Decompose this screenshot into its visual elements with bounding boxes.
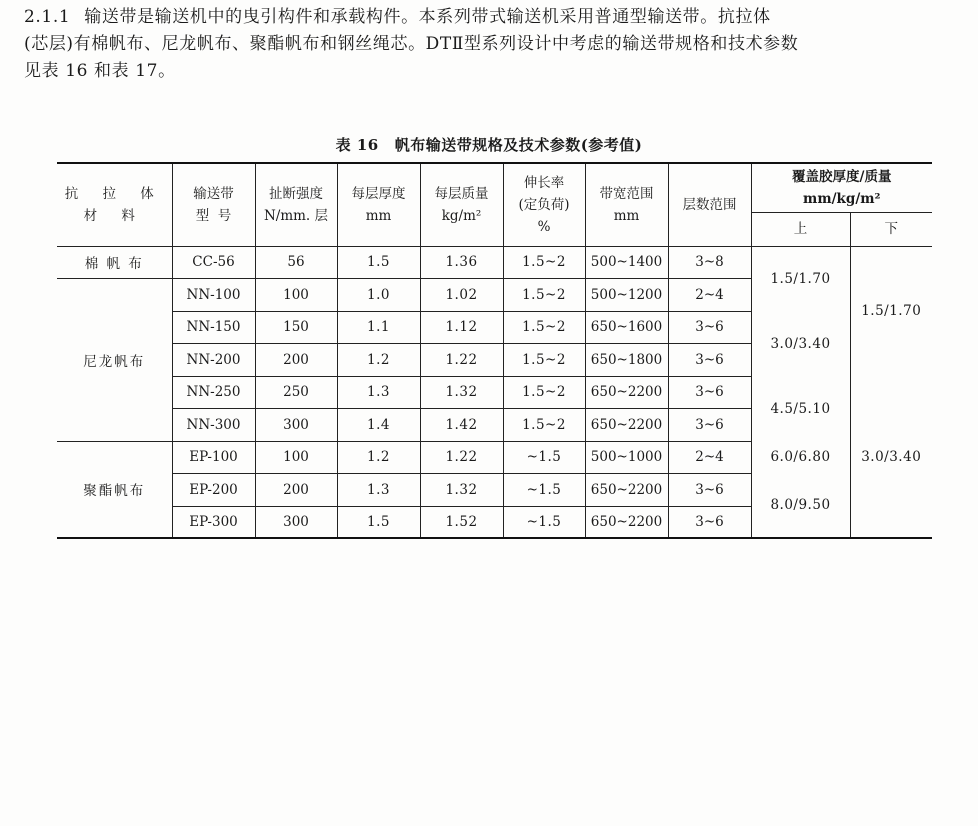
cover-top-4: 6.0/6.80 xyxy=(751,441,850,473)
canvas-belt-spec-table xyxy=(57,162,932,539)
header-mass: 每层质量 kg/m² xyxy=(420,163,503,246)
header-width: 带宽范围 mm xyxy=(585,163,668,246)
cover-top-5: 8.0/9.50 xyxy=(751,473,850,538)
table-row: NN-200 200 1.2 1.22 1.5~2 650~1800 3~6 xyxy=(57,343,932,376)
header-material: 抗 拉 体 材 料 xyxy=(57,163,172,246)
table-row: NN-250 250 1.3 1.32 1.5~2 650~2200 3~6 4.5/5.10 3.0/3.40 xyxy=(57,376,932,408)
material-cotton: 棉 帆 布 xyxy=(57,246,172,278)
cover-bottom-1: 1.5/1.70 xyxy=(850,246,932,376)
paragraph-line-2: (芯层)有棉帆布、尼龙帆布、聚酯帆布和钢丝绳芯。DTⅡ型系列设计中考虑的输送带规格和技术参数 xyxy=(24,34,799,54)
table-row: EP-200 200 1.3 1.32 ~1.5 650~2200 3~6 8.0/9.50 xyxy=(57,473,932,506)
cover-top-3: 4.5/5.10 xyxy=(751,376,850,441)
cover-bottom-2: 3.0/3.40 xyxy=(850,376,932,538)
header-cover-top: 上 xyxy=(751,212,850,246)
header-cover-bottom: 下 xyxy=(850,212,932,246)
table-title: 帆布输送带规格及技术参数(参考值) xyxy=(394,136,643,154)
header-model: 输送带 型 号 xyxy=(172,163,255,246)
header-plies: 层数范围 xyxy=(668,163,751,246)
table-row: 尼龙帆布 NN-100 100 1.0 1.02 1.5~2 500~1200 2~4 xyxy=(57,278,932,311)
table-caption xyxy=(0,134,978,155)
table-row: 聚酯帆布 EP-100 100 1.2 1.22 ~1.5 500~1000 2~4 6.0/6.80 xyxy=(57,441,932,473)
material-nylon: 尼龙帆布 xyxy=(57,278,172,441)
header-elongation: 伸长率 (定负荷) % xyxy=(503,163,585,246)
table-number: 表 16 xyxy=(335,136,379,154)
header-cover: 覆盖胶厚度/质量 mm/kg/m² xyxy=(751,163,932,212)
header-strength: 扯断强度 N/mm. 层 xyxy=(255,163,337,246)
cover-top-1: 1.5/1.70 xyxy=(751,246,850,311)
header-thickness: 每层厚度 mm xyxy=(337,163,420,246)
paragraph-line-3: 见表 16 和表 17。 xyxy=(24,61,176,81)
table-row: EP-300 300 1.5 1.52 ~1.5 650~2200 3~6 xyxy=(57,506,932,538)
intro-paragraph xyxy=(24,4,964,85)
paragraph-line-1: 2.1.1 输送带是输送机中的曳引构件和承载构件。本系列带式输送机采用普通型输送带。抗拉体 xyxy=(24,7,771,27)
table-row: 棉 帆 布 CC-56 56 1.5 1.36 1.5~2 500~1400 3~8 1.5/1.70 1.5/1.70 xyxy=(57,246,932,278)
cover-top-2: 3.0/3.40 xyxy=(751,311,850,376)
table-row: NN-150 150 1.1 1.12 1.5~2 650~1600 3~6 3.0/3.40 xyxy=(57,311,932,343)
table-row: NN-300 300 1.4 1.42 1.5~2 650~2200 3~6 xyxy=(57,408,932,441)
section-number: 2.1.1 xyxy=(24,7,71,27)
material-polyester: 聚酯帆布 xyxy=(57,441,172,538)
